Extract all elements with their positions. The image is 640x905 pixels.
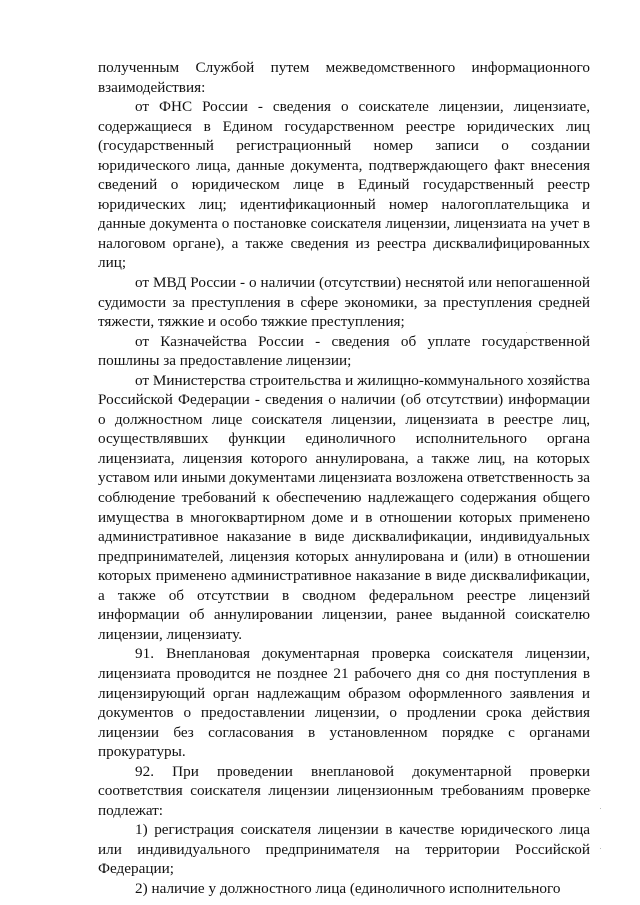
list-item-1: 1) регистрация соискателя лицензии в качестве юридического лица или индивидуального предпринимателя на территории Российской Федерации; [98, 821, 590, 878]
paragraph-continuation: полученным Службой путем межведомственного информационного взаимодействия: [98, 59, 590, 96]
paragraph-minstroy: от Министерства строительства и жилищно-коммунального хозяйства Российской Федерации - сведения о наличии (об отсутствии) информации о должностном лице соискателя лицензии, лицензиата в реестре лиц, осуществлявших функции единоличного исполнительного органа лицензиата, лицензия которого аннулирована, а также лиц, на которых уставом или иными документами лицензиата возложена ответственность за соблюдение требований к обеспечению надлежащего содержания общего имущества в многоквартирном доме и в отношении которых применено административное наказание в виде дисквалификации, индивидуальных предпринимателей, лицензия которых аннулирована и (или) в отношении которых применено административное наказание в виде дисквалификации, а также об отсутствии в сводном федеральном реестре лицензий информации об аннулировании лицензии, ранее выданной соискателю лицензии, лицензиату. [98, 371, 590, 643]
scan-speck [600, 808, 601, 809]
paragraph-fns: от ФНС России - сведения о соискателе лицензии, лицензиате, содержащиеся в Едином государственном реестре юридических лиц (государственный регистрационный номер записи о создании юридического лица, данные документа, подтверждающего факт внесения сведений о юридическом лице в Единый государственный реестр юридических лиц; идентификационный номер налогоплательщика и данные документа о постановке соискателя лицензии, лицензиата на учет в налоговом органе), а также сведения из реестра дисквалифицированных лиц; [98, 98, 590, 272]
paragraph-92: 92. При проведении внеплановой документарной проверки соответствия соискателя лицензии лицензионным требованиям проверке подлежат: [98, 762, 590, 819]
paragraph-treasury: от Казначейства России - сведения об уплате государственной пошлины за предоставление лицензии; [98, 332, 590, 370]
list-item-2: 2) наличие у должностного лица (единоличного исполнительного [135, 879, 561, 897]
scan-speck [526, 332, 527, 333]
document-body [98, 58, 590, 899]
scan-speck [600, 848, 601, 849]
paragraph-mvd: от МВД России - о наличии (отсутствии) неснятой или непогашенной судимости за преступления в сфере экономики, за преступления средней тяжести, тяжкие и особо тяжкие преступления; [98, 274, 590, 331]
paragraph-91: 91. Внеплановая документарная проверка соискателя лицензии, лицензиата проводится не позднее 21 рабочего дня со дня поступления в лицензирующий орган надлежащим образом оформленного заявления и документов о предоставлении лицензии, о продлении срока действия лицензии без согласования в установленном порядке с органами прокуратуры. [98, 645, 590, 761]
scan-speck [590, 790, 591, 791]
